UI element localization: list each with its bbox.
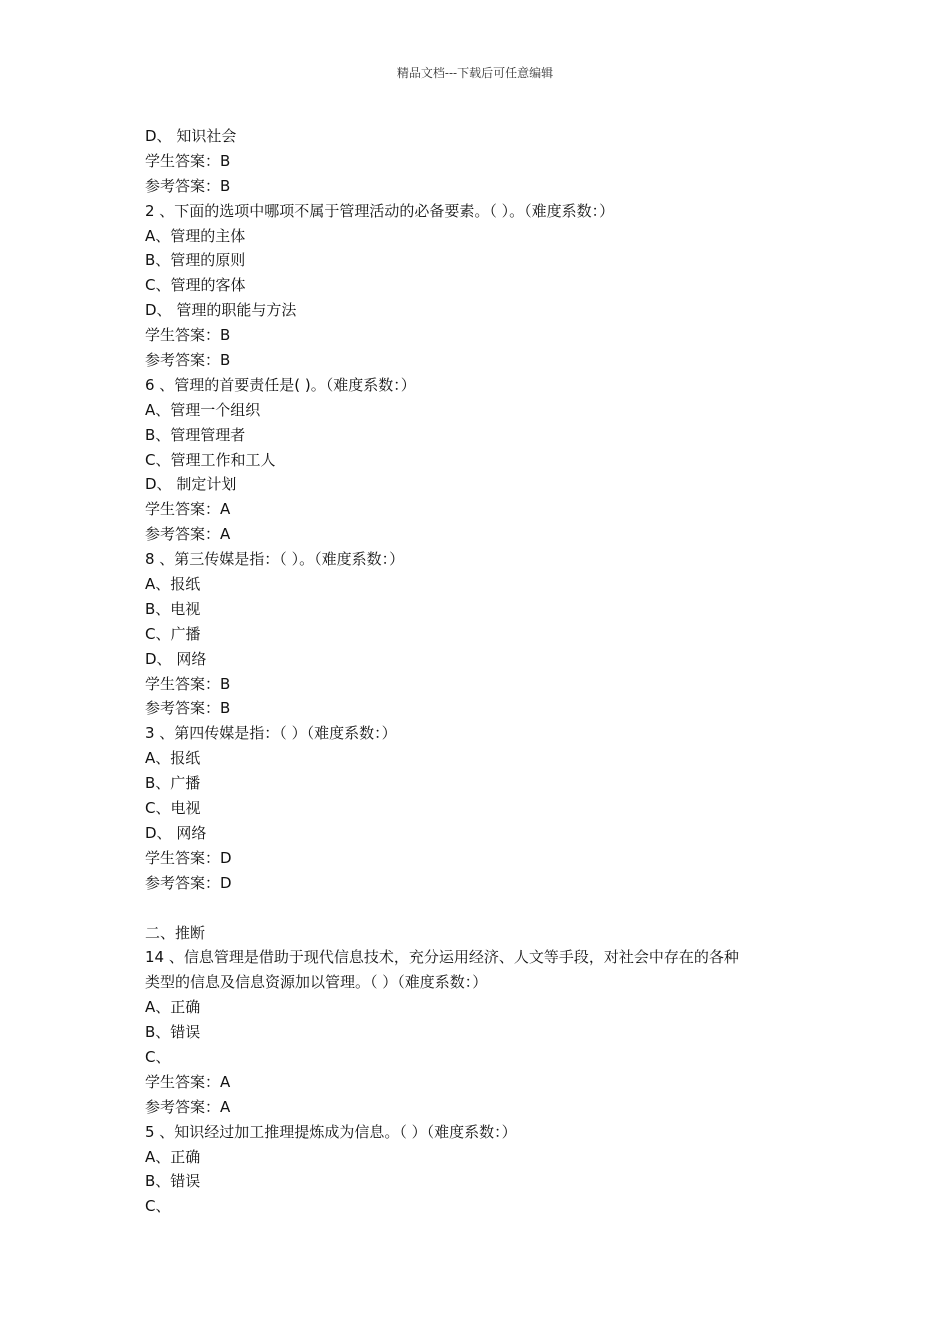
student-answer-line: 学生答案：D (145, 848, 232, 867)
option-b-line: B、电视 (145, 599, 201, 618)
section-heading: 二、推断 (145, 923, 206, 942)
page-header: 精品文档---下载后可任意编辑 (396, 66, 554, 80)
question-line: 2 、下面的选项中哪项不属于管理活动的必备要素。（ ）。（难度系数：） (145, 201, 615, 220)
reference-answer-line: 参考答案：A (145, 1097, 231, 1116)
option-b-line: B、错误 (145, 1023, 201, 1042)
student-answer-line: 学生答案：B (145, 674, 231, 693)
option-c-line: C、管理工作和工人 (145, 450, 276, 469)
option-c-line: C、广播 (145, 624, 201, 643)
option-d-line: D、 网络 (145, 823, 207, 842)
option-c-line: C、管理的客体 (145, 276, 246, 295)
option-d-line: D、 制定计划 (145, 475, 237, 494)
option-c-line: C、 (145, 1197, 171, 1216)
student-answer-line: 学生答案：A (145, 500, 231, 519)
question-line: 6 、管理的首要责任是( )。（难度系数：） (145, 375, 416, 394)
document-body (145, 124, 825, 1219)
option-a-line: A、管理一个组织 (145, 400, 261, 419)
option-b-line: B、管理管理者 (145, 425, 246, 444)
option-b-line: B、错误 (145, 1172, 201, 1191)
question-line: 5 、知识经过加工推理提炼成为信息。（ ）（难度系数：） (145, 1122, 517, 1141)
student-answer-line: 学生答案：B (145, 151, 231, 170)
option-d-line: D、 知识社会 (145, 127, 237, 145)
reference-answer-line: 参考答案：A (145, 525, 231, 544)
question-line: 3 、第四传媒是指：（ ）（难度系数：） (145, 724, 397, 743)
reference-answer-line: 参考答案：D (145, 873, 232, 892)
option-d-line: D、 网络 (145, 649, 207, 668)
question-line: 8 、第三传媒是指：（ ）。（难度系数：） (145, 550, 405, 569)
option-a-line: A、报纸 (145, 749, 201, 768)
reference-answer-line: 参考答案：B (145, 176, 231, 195)
option-a-line: A、报纸 (145, 575, 201, 594)
question-line-continued: 类型的信息及信息资源加以管理。（ ）（难度系数：） (145, 973, 488, 992)
option-b-line: B、广播 (145, 774, 201, 793)
option-d-line: D、 管理的职能与方法 (145, 301, 297, 320)
student-answer-line: 学生答案：A (145, 1072, 231, 1091)
reference-answer-line: 参考答案：B (145, 351, 231, 370)
student-answer-line: 学生答案：B (145, 326, 231, 345)
reference-answer-line: 参考答案：B (145, 699, 231, 718)
option-c-line: C、 (145, 1047, 171, 1066)
option-a-line: A、管理的主体 (145, 226, 246, 245)
question-line: 14 、信息管理是借助于现代信息技术，充分运用经济、人文等手段，对社会中存在的各种 (145, 948, 739, 967)
option-c-line: C、电视 (145, 799, 201, 818)
option-a-line: A、正确 (145, 1147, 201, 1166)
blank-line (145, 896, 825, 921)
option-b-line: B、管理的原则 (145, 251, 246, 270)
option-a-line: A、正确 (145, 998, 201, 1017)
